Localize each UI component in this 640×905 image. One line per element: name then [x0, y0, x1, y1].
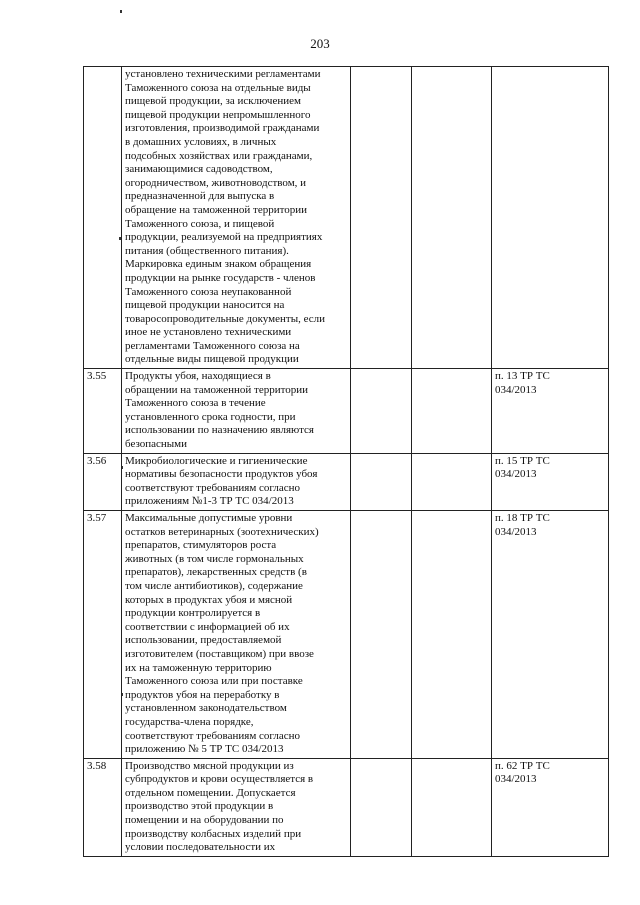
- requirement-text-cell: Продукты убоя, находящиеся в обращении на таможенной территории Таможенного союза в течение установленного срока годности, при использовании по назначению являются безопасными: [122, 369, 351, 454]
- requirements-table: [83, 66, 609, 857]
- reference-cell: п. 18 ТР ТС 034/2013: [492, 511, 609, 759]
- row-number-cell: 3.58: [84, 758, 122, 856]
- empty-cell: [412, 67, 492, 369]
- requirement-text-cell: Микробиологические и гигиенические нормативы безопасности продуктов убоя соответствуют требованиям согласно приложениям №1-3 ТР ТС 034/2013: [122, 453, 351, 510]
- table-row: [84, 511, 609, 759]
- page-number: 203: [310, 36, 330, 51]
- row-number-cell: 3.57: [84, 511, 122, 759]
- requirement-text-cell: установлено техническими регламентами Таможенного союза на отдельные виды пищевой продукции, за исключением пищевой продукции непромышленного изготовления, производимой гражданами в домашних условиях, в личных подсобных хозяйствах или гражданами, занимающимися садоводством, огородничеством, животноводством, и предназначенной для выпуска в обращение на таможенной территории Таможенного союза, и пищевой продукции, реализуемой на предприятиях питания (общественного питания). Маркировка единым знаком обращения продукции на рынке государств - членов Таможенного союза неупакованной пищевой продукции наносится на товаросопроводительные документы, если иное не установлено техническими регламентами Таможенного союза на отдельные виды пищевой продукции: [122, 67, 351, 369]
- reference-cell: п. 62 ТР ТС 034/2013: [492, 758, 609, 856]
- reference-cell: п. 13 ТР ТС 034/2013: [492, 369, 609, 454]
- table-row: [84, 758, 609, 856]
- row-number-cell: 3.56: [84, 453, 122, 510]
- empty-cell: [351, 67, 412, 369]
- table-row: [84, 67, 609, 369]
- reference-cell: [492, 67, 609, 369]
- empty-cell: [351, 758, 412, 856]
- empty-cell: [412, 369, 492, 454]
- empty-cell: [412, 453, 492, 510]
- table-row: [84, 453, 609, 510]
- requirement-text-cell: Максимальные допустимые уровни остатков ветеринарных (зоотехнических) препаратов, стимуляторов роста животных (в том числе гормональных препаратов), лекарственных средств (в том числе антибиотиков), содержание которых в продуктах убоя и мясной продукции контролируется в соответствии с информацией об их использовании, предоставляемой изготовителем (поставщиком) при ввозе их на таможенную территорию Таможенного союза или при поставке продуктов убоя на переработку в установленном законодательством государства-члена порядке, соответствуют требованиям согласно приложению № 5 ТР ТС 034/2013: [122, 511, 351, 759]
- empty-cell: [351, 511, 412, 759]
- row-number-cell: 3.55: [84, 369, 122, 454]
- empty-cell: [412, 511, 492, 759]
- row-number-cell: [84, 67, 122, 369]
- table-row: [84, 369, 609, 454]
- requirement-text-cell: Производство мясной продукции из субпродуктов и крови осуществляется в отдельном помещении. Допускается производство этой продукции в помещении и на оборудовании по производству колбасных изделий при условии последовательности их: [122, 758, 351, 856]
- empty-cell: [351, 453, 412, 510]
- scan-speck: [120, 10, 122, 13]
- empty-cell: [351, 369, 412, 454]
- empty-cell: [412, 758, 492, 856]
- reference-cell: п. 15 ТР ТС 034/2013: [492, 453, 609, 510]
